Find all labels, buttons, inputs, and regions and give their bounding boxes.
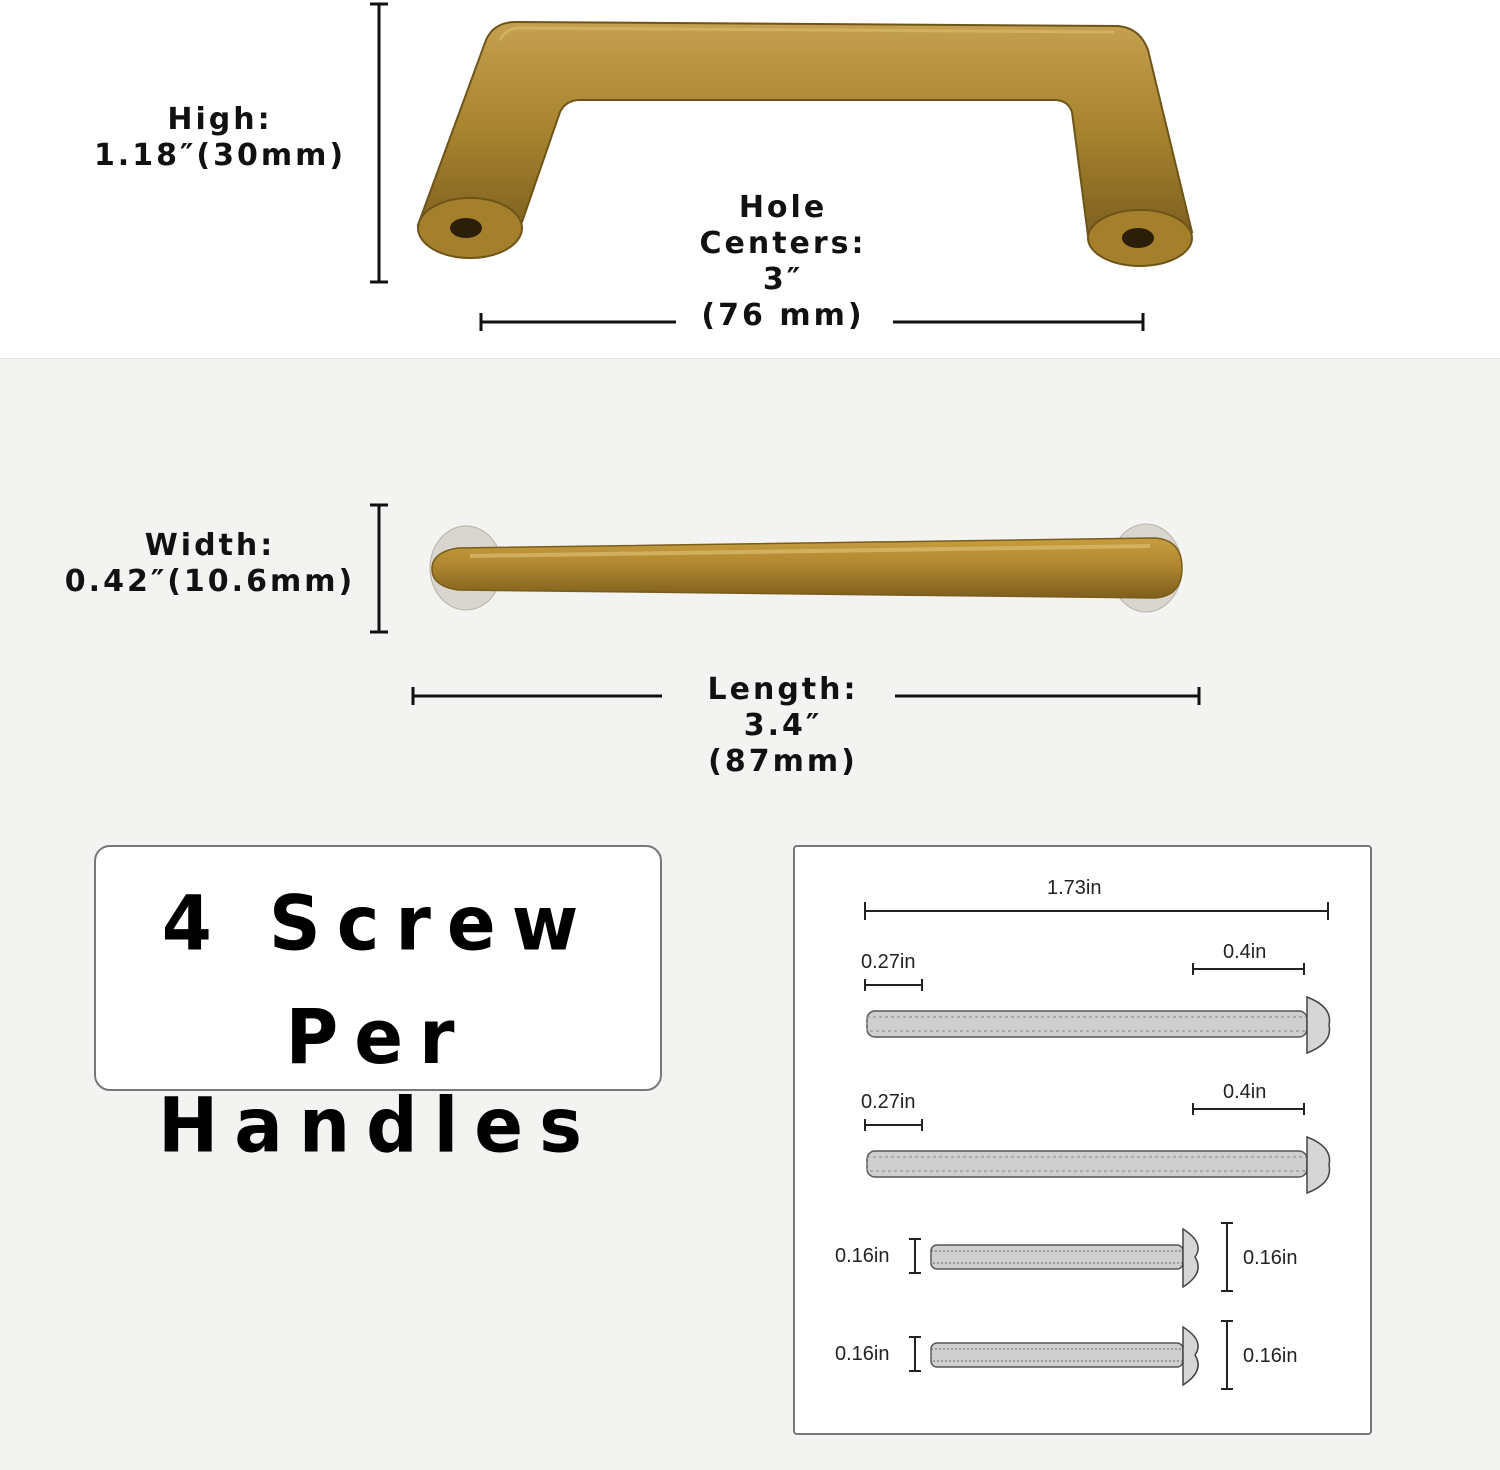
hole-centers-label [660, 190, 906, 334]
overall-length-label: 1.73in [1047, 877, 1102, 899]
short-screw-2-left-label: 0.16in [835, 1343, 890, 1365]
height-label-title: High: [167, 102, 273, 137]
hole-label-line1: Hole [738, 190, 828, 225]
long-screw-1 [867, 997, 1330, 1053]
length-label-inches: 3.4″ [743, 708, 823, 743]
short-screw-2-right-label: 0.16in [1243, 1345, 1298, 1367]
long-screw-1-head-label: 0.4in [1223, 941, 1267, 963]
long-screw-2 [867, 1137, 1330, 1193]
length-label [670, 672, 896, 780]
long-screw-2-tip-label: 0.27in [861, 1091, 916, 1113]
hole-label-mm: (76 mm) [701, 298, 865, 333]
hole-label-line2: Centers: [699, 226, 867, 261]
length-label-title: Length: [707, 672, 859, 707]
screw-count-box [94, 845, 662, 1170]
height-label [70, 102, 370, 174]
width-label [50, 528, 370, 600]
screw-count-line1: 4 Screw [161, 878, 595, 968]
short-screw-1 [931, 1229, 1198, 1287]
length-label-mm: (87mm) [708, 744, 858, 779]
width-label-title: Width: [144, 528, 276, 563]
screw-count-line2: Per Handles [157, 992, 598, 1170]
width-dimension-line [370, 505, 388, 632]
long-screw-2-head-label: 0.4in [1223, 1081, 1267, 1103]
height-label-value: 1.18″(30mm) [93, 138, 347, 173]
width-label-value: 0.42″(10.6mm) [64, 564, 356, 599]
short-screw-2 [931, 1327, 1198, 1385]
hole-label-inches: 3″ [762, 262, 804, 297]
bar-handle-image [430, 524, 1182, 612]
short-screw-1-left-label: 0.16in [835, 1245, 890, 1267]
screw-diagram [793, 845, 1372, 1435]
height-dimension-line [370, 4, 388, 282]
short-screw-1-right-label: 0.16in [1243, 1247, 1298, 1269]
long-screw-1-tip-label: 0.27in [861, 951, 916, 973]
